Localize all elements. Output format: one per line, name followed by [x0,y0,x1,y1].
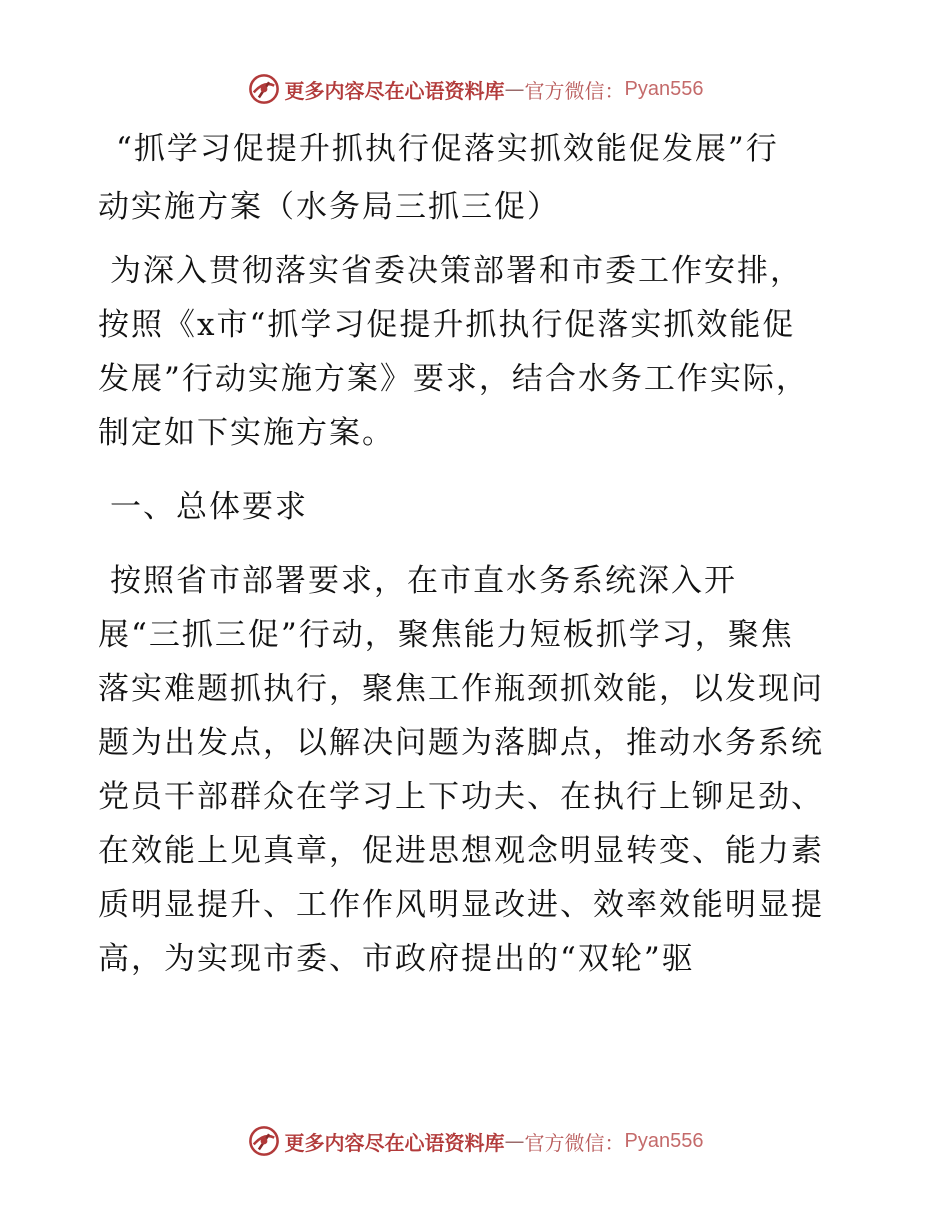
paragraph-line: 党员干部群众在学习上下功夫、在执行上铆足劲、 [98,779,824,815]
watermark-main-text: 更多内容尽在心语资料库 [284,1130,505,1155]
paragraph-line: 高，为实现市委、市政府提出的“双轮”驱 [98,941,695,977]
paragraph-line: 质明显提升、工作作风明显改进、效率效能明显提 [98,887,824,923]
paragraph-line: 题为出发点，以解决问题为落脚点，推动水务系统 [98,725,824,761]
brand-logo-icon [247,72,281,106]
header-watermark [0,72,950,106]
paragraph-line: 展“三抓三促”行动，聚焦能力短板抓学习，聚焦 [98,617,794,653]
paragraph-line: 制定如下实施方案。 [98,415,395,451]
paragraph-line: 发展”行动实施方案》要求，结合水务工作实际， [98,361,809,397]
section-heading [98,480,858,534]
watermark-dash: — [504,77,525,101]
paragraph-line: 按照省市部署要求，在市直水务系统深入开 [110,563,737,599]
body-paragraph [98,554,858,986]
footer-watermark [0,1124,950,1158]
watermark-sub-text: 官方微信： [524,78,625,103]
watermark-sub-text: 官方微信： [524,1130,625,1155]
title-line: 动实施方案（水务局三抓三促） [98,189,560,225]
document-title [98,120,858,236]
intro-paragraph [98,244,858,460]
section-heading-text: 一、总体要求 [110,489,308,525]
paragraph-line: 落实难题抓执行，聚焦工作瓶颈抓效能，以发现问 [98,671,824,707]
paragraph-line: 为深入贯彻落实省委决策部署和市委工作安排， [110,253,803,289]
watermark-wechat-id: Pyan556 [624,1129,704,1152]
title-line: “抓学习促提升抓执行促落实抓效能促发展”行 [116,131,779,167]
document-body [98,120,858,986]
paragraph-line: 按照《x市“抓学习促提升抓执行促落实抓效能促 [98,307,796,343]
paragraph-line: 在效能上见真章，促进思想观念明显转变、能力素 [98,833,824,869]
watermark-main-text: 更多内容尽在心语资料库 [284,78,505,103]
brand-logo-icon [247,1124,281,1158]
watermark-wechat-id: Pyan556 [624,77,704,100]
watermark-dash: — [504,1129,525,1153]
